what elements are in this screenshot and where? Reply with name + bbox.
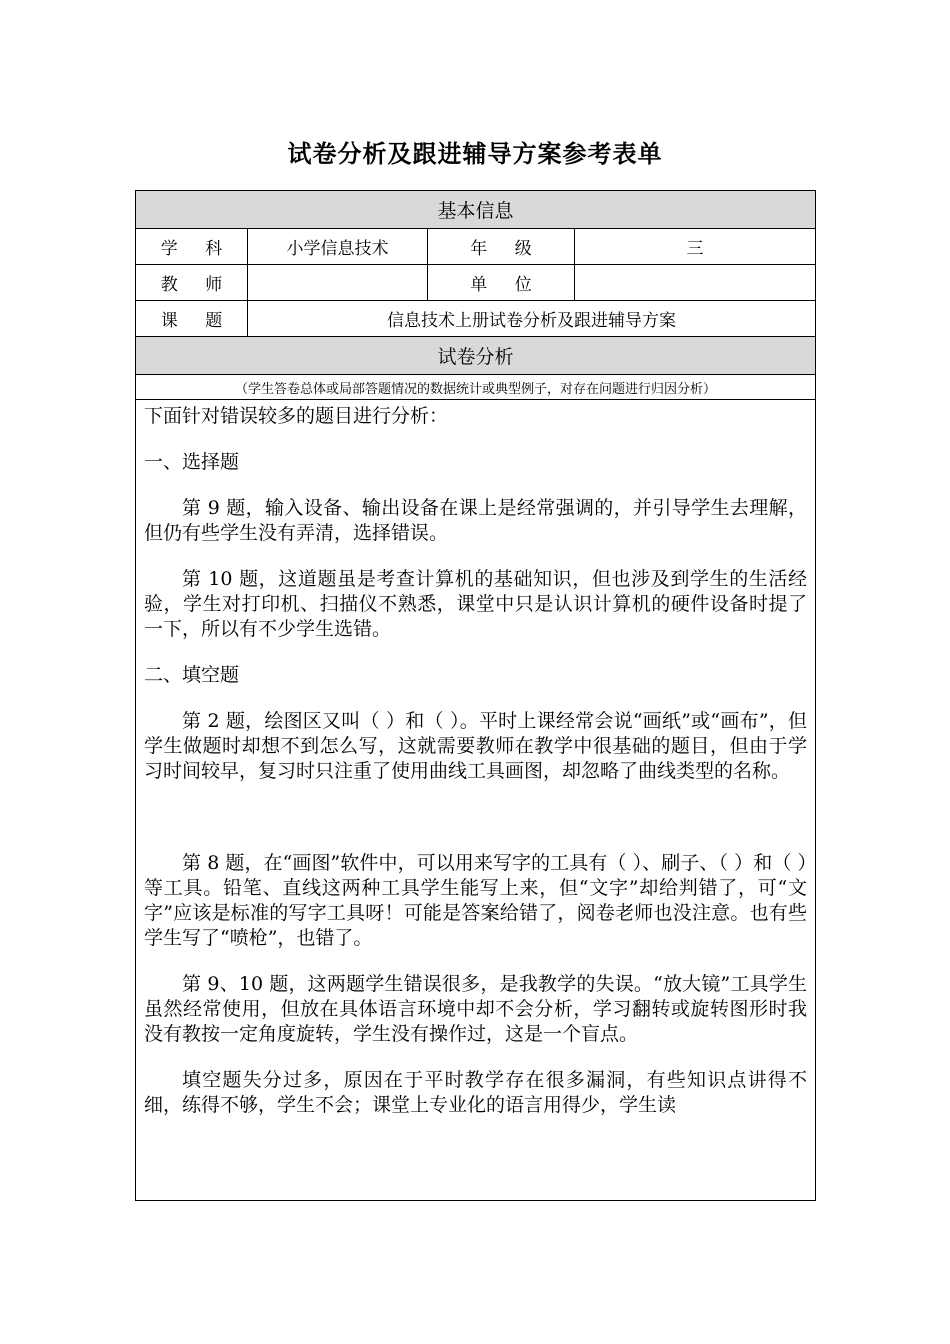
section-choice-heading: 一、选择题 (144, 451, 240, 473)
teacher-value (248, 265, 428, 301)
paragraph-fill-q8: 第 8 题，在“画图”软件中，可以用来写字的工具有（ ）、刷子、（ ）和（ ）等工具。铅笔、直线这两种工具学生能写上来，但“文字”却给判错了，可“文字”应该是标准的写字工具呀！可能是答案给错了，阅卷老师也没注意。也有些学生写了“喷枪”，也错了。 (144, 852, 808, 949)
analysis-form-table (135, 190, 816, 1201)
grade-value: 三 (575, 229, 816, 265)
topic-label: 课 题 (136, 301, 248, 337)
analysis-note: （学生答卷总体或局部答题情况的数据统计或典型例子，对存在问题进行归因分析） (136, 375, 816, 400)
blank-gap (144, 805, 807, 851)
subject-label: 学 科 (136, 229, 248, 265)
grade-label: 年 级 (428, 229, 575, 265)
unit-value (575, 265, 816, 301)
section-fill-heading: 二、填空题 (144, 664, 240, 686)
analysis-intro: 下面针对错误较多的题目进行分析： (144, 405, 449, 427)
basic-info-heading: 基本信息 (136, 191, 816, 229)
paragraph-q10: 第 10 题，这道题虽是考查计算机的基础知识，但也涉及到学生的生活经验，学生对打印机、扫描仪不熟悉，课堂中只是认识计算机的硬件设备时提了一下，所以有不少学生选错。 (144, 568, 808, 640)
analysis-body (136, 400, 815, 1200)
paragraph-q9: 第 9 题，输入设备、输出设备在课上是经常强调的，并引导学生去理解，但仍有些学生没有弄清，选择错误。 (144, 497, 808, 544)
paragraph-fill-summary: 填空题失分过多，原因在于平时教学存在很多漏洞，有些知识点讲得不细，练得不够，学生不会；课堂上专业化的语言用得少，学生读 (144, 1069, 808, 1116)
paragraph-fill-q9-10: 第 9、10 题，这两题学生错误很多，是我教学的失误。“放大镜”工具学生虽然经常使用，但放在具体语言环境中却不会分析，学习翻转或旋转图形时我没有教按一定角度旋转，学生没有操作过，这是一个盲点。 (144, 973, 808, 1045)
paragraph-fill-q2: 第 2 题，绘图区又叫（ ）和（ ）。平时上课经常会说“画纸”或“画布”，但学生做题时却想不到怎么写，这就需要教师在教学中很基础的题目，但由于学习时间较早，复习时只注重了使用曲线工具画图，却忽略了曲线类型的名称。 (144, 710, 808, 782)
analysis-heading: 试卷分析 (136, 337, 816, 375)
subject-value: 小学信息技术 (248, 229, 428, 265)
analysis-body-cell (136, 400, 816, 1201)
unit-label: 单 位 (428, 265, 575, 301)
page-title: 试卷分析及跟进辅导方案参考表单 (287, 140, 663, 168)
teacher-label: 教 师 (136, 265, 248, 301)
topic-value: 信息技术上册试卷分析及跟进辅导方案 (248, 301, 816, 337)
